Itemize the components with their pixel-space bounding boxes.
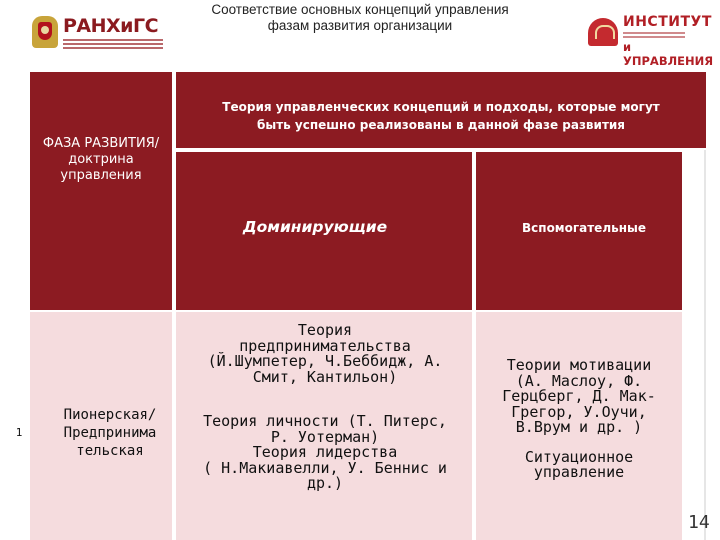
logo-fine-print-line [63, 39, 163, 41]
institute-emblem-icon [588, 18, 618, 46]
phase-header-text: ФАЗА РАЗВИТИЯ/доктрина управления [42, 136, 160, 183]
auxiliary-theories-list [480, 358, 678, 481]
row-number-cell [8, 312, 30, 540]
slide-title-line-2: фазам развития организации [267, 18, 453, 33]
dominant-theories-cell [176, 312, 474, 540]
row-number: 1 [15, 426, 23, 439]
theory-header-text [222, 98, 659, 134]
auxiliary-header-text: Вспомогательные [522, 221, 646, 235]
theory-text-line: В.Врум и др. ) [515, 418, 643, 436]
theory-text-line: Теория [297, 321, 353, 339]
institute-wordmark: ИНСТИТУТ [623, 14, 712, 30]
theory-header-line-2: быть успешно реализованы в данной фазе развития [256, 118, 626, 132]
phase-line-2: Предпринима [63, 425, 157, 441]
auxiliary-column-header [476, 152, 682, 310]
phase-cell [30, 312, 174, 540]
theory-text-line: Герцберг, Д. Мак- [502, 387, 656, 405]
theory-text-line: (Й.Шумпетер, Ч.Беббидж, А. [207, 352, 443, 370]
theory-text-line: Р. Уотерман) [270, 427, 380, 446]
theory-text-line: ( Н.Макиавелли, У. Беннис и [203, 458, 447, 477]
phase-line-3: тельская [76, 443, 144, 459]
theory-text-line: Теория лидерства [252, 443, 398, 461]
phase-text [64, 406, 157, 460]
institute-wordmark-line-2: и УПРАВЛЕНИЯ [623, 40, 714, 68]
theory-text-line: Смит, Кантильон) [252, 367, 398, 386]
theory-text-line: др.) [306, 474, 344, 492]
page-number: 14 [688, 512, 710, 533]
logo-fine-print-line [63, 43, 163, 45]
theory-text-line: управление [533, 463, 625, 481]
auxiliary-theories-cell [476, 312, 682, 540]
theory-group-header [176, 72, 706, 150]
logo-fine-print-line [623, 32, 685, 34]
ranepa-wordmark: РАНХиГС [63, 15, 159, 37]
slide-title-line-1: Соответствие основных концепций управления [211, 2, 509, 17]
logo-fine-print-line [63, 47, 163, 49]
theory-text-line: предпринимательства [239, 336, 411, 355]
theory-text-line: Ситуационное [524, 447, 634, 466]
theory-text-line: Теории мотивации [506, 356, 652, 374]
dominant-theories-list [182, 323, 468, 492]
theory-text-line: (А. Маслоу, Ф. [515, 371, 643, 390]
concepts-table [8, 72, 706, 540]
theory-header-line-1: Теория управленческих концепций и подходы, которые могут [222, 100, 660, 114]
theory-text-line: Теория личности (Т. Питерс, [203, 412, 447, 430]
phase-column-header [30, 72, 174, 310]
dominant-header-text: Доминирующие [242, 218, 388, 236]
dominant-column-header [176, 152, 474, 310]
institute-logo [588, 14, 714, 68]
coat-of-arms-emblem-icon [32, 16, 58, 48]
theory-text-line: Грегор, У.Оучи, [511, 402, 647, 421]
phase-line-1: Пионерская/ [63, 407, 157, 423]
logo-fine-print-line [623, 36, 685, 38]
ranepa-logo [32, 14, 172, 56]
slide-title [150, 2, 570, 34]
